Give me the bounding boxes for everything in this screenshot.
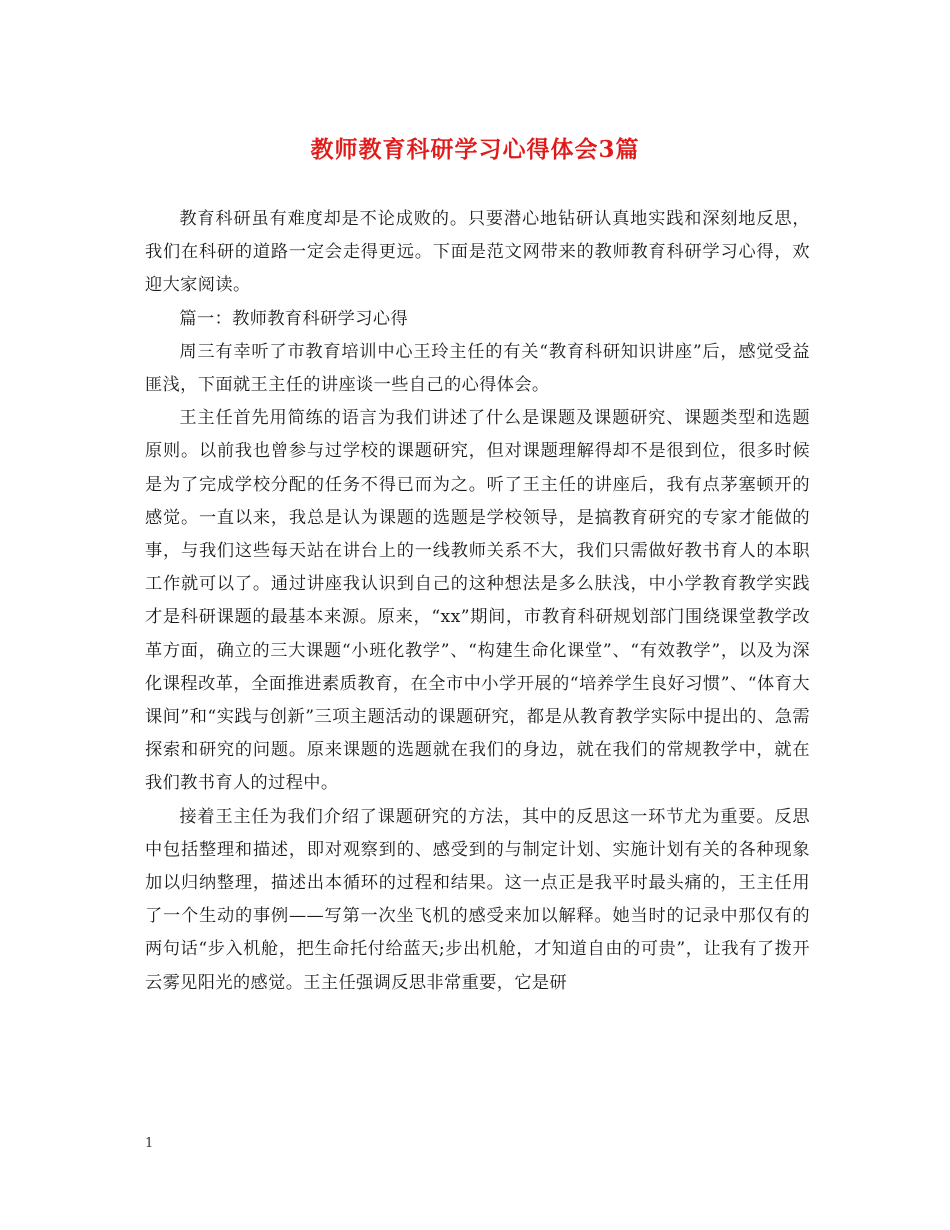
page-number: 1 xyxy=(145,1136,154,1151)
document-body xyxy=(145,203,810,1000)
body-paragraph: 接着王主任为我们介绍了课题研究的方法，其中的反思这一环节尤为重要。反思中包括整理和描述，即对观察到的、感受到的与制定计划、实施计划有关的各种现象加以归纳整理，描述出本循环的过程和结果。这一点正是我平时最头痛的，王主任用了一个生动的事例——写第一次坐飞机的感受来加以解释。她当时的记录中那仅有的两句话“步入机舱，把生命托付给蓝天;步出机舱，才知道自由的可贵”，让我有了拨开云雾见阳光的感觉。王主任强调反思非常重要，它是研 xyxy=(145,806,810,993)
section-heading: 篇一：教师教育科研学习心得 xyxy=(179,308,409,329)
document-title: 教师教育科研学习心得体会3篇 xyxy=(310,136,640,163)
body-paragraph: 王主任首先用简练的语言为我们讲述了什么是课题及课题研究、课题类型和选题原则。以前我也曾参与过学校的课题研究，但对课题理解得却不是很到位，很多时候是为了完成学校分配的任务不得已而为之。听了王主任的讲座后，我有点茅塞顿开的感觉。一直以来，我总是认为课题的选题是学校领导，是搞教育研究的专家才能做的事，与我们这些每天站在讲台上的一线教师关系不大，我们只需做好教书育人的本职工作就可以了。通过讲座我认识到自己的这种想法是多么肤浅，中小学教育教学实践才是科研课题的最基本来源。原来，“xx”期间，市教育科研规划部门围绕课堂教学改革方面，确立的三大课题“小班化教学”、“构建生命化课堂”、“有效教学”，以及为深化课程改革，全面推进素质教育，在全市中小学开展的“培养学生良好习惯”、“体育大课间”和“实践与创新”三项主题活动的课题研究，都是从教育教学实际中提出的、急需探索和研究的问题。原来课题的选题就在我们的身边，就在我们的常规教学中，就在我们教书育人的过程中。 xyxy=(145,408,810,794)
intro-paragraph: 教育科研虽有难度却是不论成败的。只要潜心地钻研认真地实践和深刻地反思，我们在科研的道路一定会走得更远。下面是范文网带来的教师教育科研学习心得，欢迎大家阅读。 xyxy=(145,209,810,296)
body-paragraph: 周三有幸听了市教育培训中心王玲主任的有关“教育科研知识讲座”后，感觉受益匪浅，下面就王主任的讲座谈一些自己的心得体会。 xyxy=(145,341,810,396)
